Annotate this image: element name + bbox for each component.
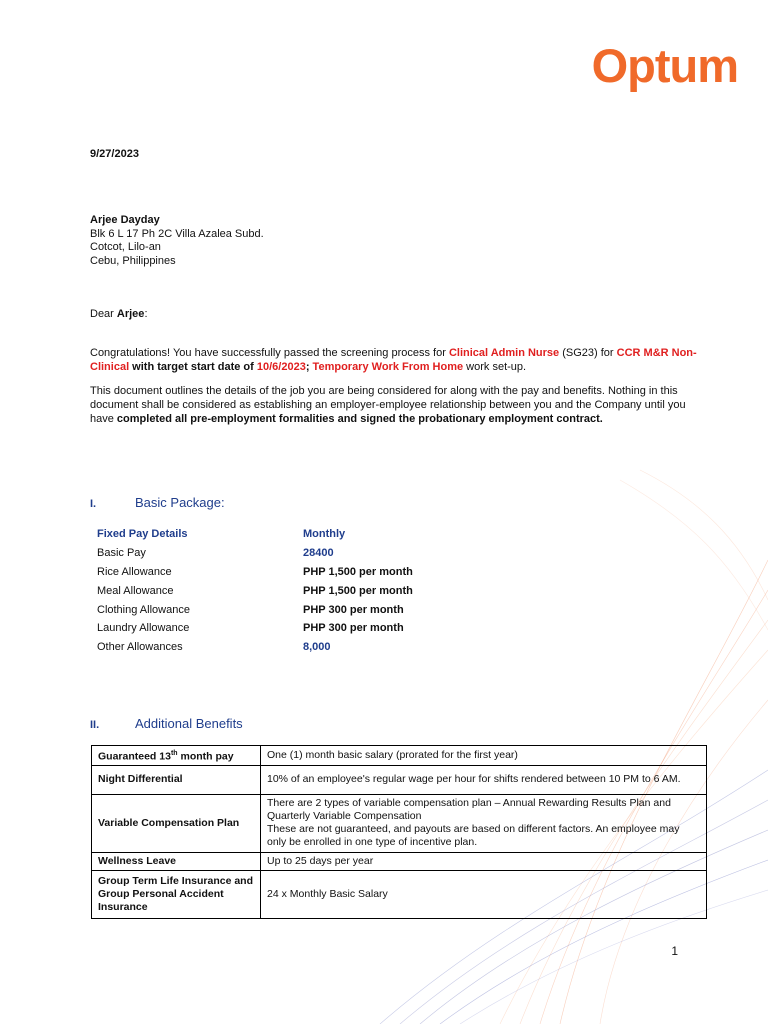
section-basic-package-heading [90, 495, 225, 510]
page-number: 1 [671, 944, 678, 958]
pay-label: Other Allowances [97, 641, 183, 654]
benefit-key-text: Guaranteed 13 [98, 750, 171, 763]
fixed-pay-row [97, 638, 457, 657]
salutation-name: Arjee [116, 308, 145, 320]
para-text: ; [305, 361, 313, 373]
address-line: Cebu, Philippines [90, 254, 176, 267]
pay-value: 28400 [303, 547, 334, 560]
table-row [92, 794, 707, 852]
benefit-value: 24 x Monthly Basic Salary [261, 870, 707, 918]
letter-date: 9/27/2023 [90, 148, 139, 160]
pay-label: Laundry Allowance [97, 622, 190, 635]
benefit-value [261, 794, 707, 852]
benefits-table [91, 745, 707, 919]
position-title: Clinical Admin Nurse [448, 347, 560, 359]
fixed-pay-table [97, 525, 457, 657]
section-number: I. [90, 498, 97, 510]
fixed-pay-row [97, 563, 457, 582]
pay-value: PHP 300 per month [303, 603, 404, 616]
para-text: work set-up. [463, 361, 527, 373]
benefit-key: Wellness Leave [92, 852, 261, 870]
pay-label: Clothing Allowance [97, 603, 190, 616]
fixed-pay-row [97, 619, 457, 638]
benefit-key: Group Term Life Insurance and Group Personal Accident Insurance [92, 870, 261, 918]
para-text: Congratulations! You have successfully passed the screening process for [90, 347, 449, 359]
table-row [92, 852, 707, 870]
benefit-key [92, 746, 261, 766]
benefit-key-tail: month pay [177, 750, 234, 763]
section-title: Additional Benefits [135, 716, 243, 731]
table-row [92, 746, 707, 766]
pay-label: Meal Allowance [97, 584, 174, 597]
pay-label: Basic Pay [97, 547, 146, 560]
header-value: Monthly [303, 528, 346, 541]
section-title: Basic Package: [135, 495, 225, 510]
table-row [92, 765, 707, 794]
fixed-pay-row [97, 581, 457, 600]
start-date: 10/6/2023 [256, 361, 306, 373]
fixed-pay-row [97, 600, 457, 619]
section-number: II. [90, 719, 100, 731]
salutation-prefix: Dear [90, 308, 117, 320]
salutation-suffix: : [144, 308, 148, 320]
benefit-key-sup: th [170, 750, 178, 757]
recipient-address [90, 214, 264, 268]
congratulations-paragraph [90, 346, 720, 374]
fixed-pay-row [97, 544, 457, 563]
benefit-key: Variable Compensation Plan [92, 794, 261, 852]
pay-value: PHP 300 per month [303, 622, 404, 635]
pay-value: PHP 1,500 per month [303, 565, 413, 578]
address-line: Blk 6 L 17 Ph 2C Villa Azalea Subd. [90, 227, 264, 240]
recipient-name: Arjee Dayday [90, 214, 160, 226]
benefit-value-line: These are not guaranteed, and payouts are based on different factors. An employee may only be enrolled in one type of incentive plan. [267, 823, 680, 848]
pay-value: PHP 1,500 per month [303, 584, 413, 597]
account-name: CCR M&R Non-Clinical [90, 347, 697, 373]
disclaimer-paragraph [90, 384, 710, 426]
optum-logo: Optum [591, 39, 738, 92]
header-label: Fixed Pay Details [97, 528, 188, 541]
benefit-value: One (1) month basic salary (prorated for the first year) [261, 746, 707, 766]
benefit-value-line: There are 2 types of variable compensation plan – Annual Rewarding Results Plan and Quarterly Variable Compensation [267, 797, 671, 822]
para-text: with target start date of [129, 361, 257, 373]
para-text: (SG23) for [559, 347, 617, 359]
section-additional-benefits-heading [90, 716, 243, 731]
pay-label: Rice Allowance [97, 565, 172, 578]
benefit-value: 10% of an employee's regular wage per hour for shifts rendered between 10 PM to 6 AM. [261, 765, 707, 794]
benefit-key: Night Differential [92, 765, 261, 794]
benefit-value: Up to 25 days per year [261, 852, 707, 870]
pay-value: 8,000 [303, 641, 331, 654]
table-row [92, 870, 707, 918]
fixed-pay-header [97, 525, 457, 544]
para-text: This document outlines the details of the job you are being considered for along with the pay and benefits. Nothing in this document shall be considered as establishing an employer-employee relationship between you and the Company until you have [90, 385, 686, 425]
address-line: Cotcot, Lilo-an [90, 241, 161, 253]
para-bold-text: completed all pre-employment formalities and signed the probationary employment contract. [116, 413, 603, 425]
salutation [90, 308, 148, 320]
work-setup: Temporary Work From Home [312, 361, 464, 373]
